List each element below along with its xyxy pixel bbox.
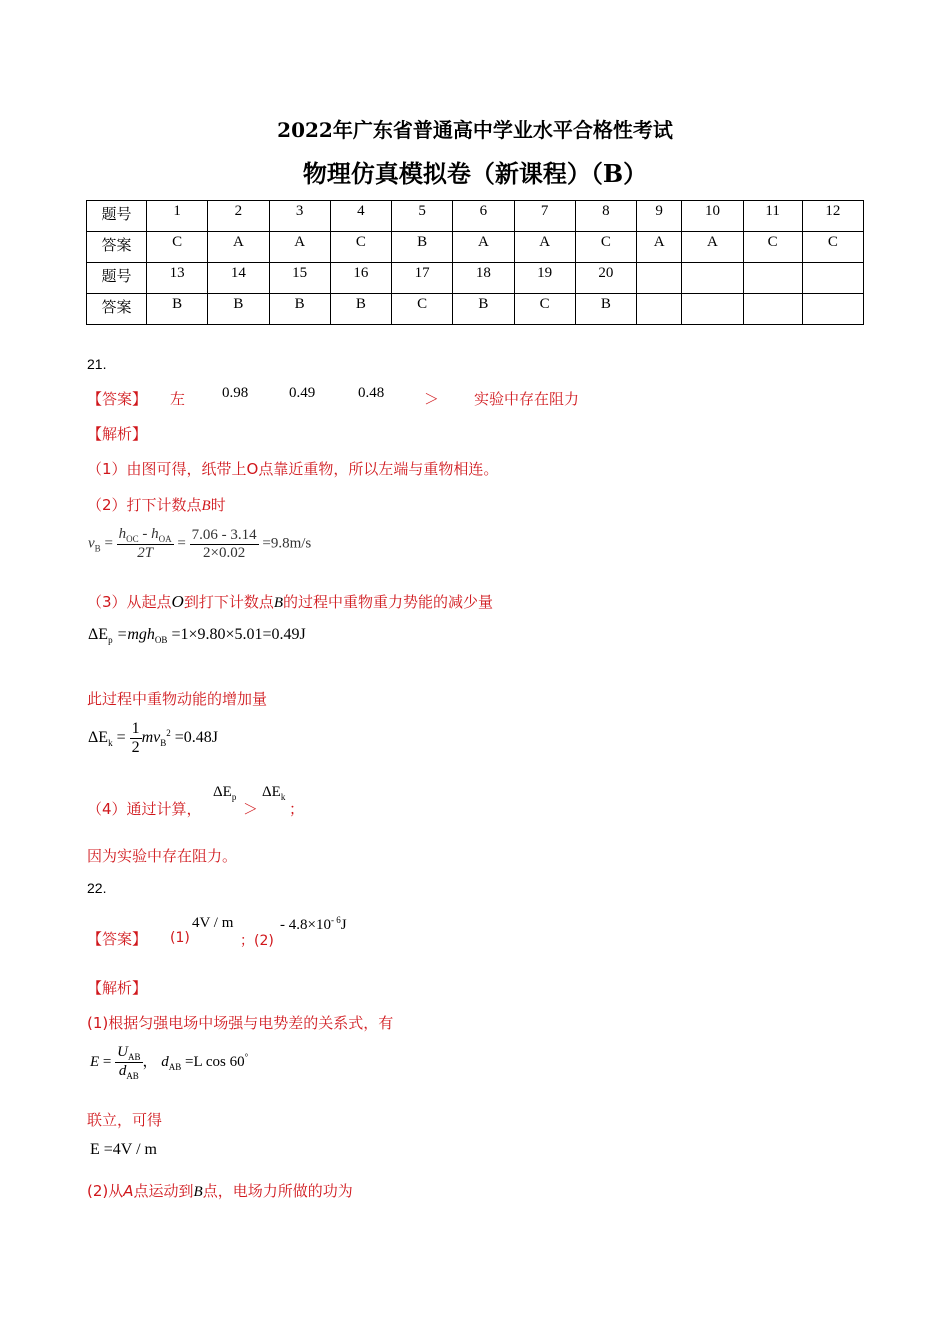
eq-subscript: AB bbox=[126, 1071, 139, 1081]
table-header-cell: 题号 bbox=[87, 263, 147, 294]
table-cell: 4 bbox=[330, 201, 391, 232]
eq-numerator: 7.06 - 3.14 bbox=[191, 526, 257, 543]
table-cell: 18 bbox=[453, 263, 514, 294]
table-cell: C bbox=[743, 232, 802, 263]
eq-fraction bbox=[130, 720, 142, 757]
table-cell bbox=[637, 263, 682, 294]
q22-answer-label-1: (1) bbox=[170, 930, 190, 946]
table-cell: 9 bbox=[637, 201, 682, 232]
q21-p3-text-a: （3）从起点 bbox=[87, 593, 172, 611]
eq-superscript: ° bbox=[244, 1051, 249, 1062]
table-cell: C bbox=[802, 232, 863, 263]
q21-answer-left: 左 bbox=[170, 390, 186, 408]
eq-operator: - bbox=[138, 526, 152, 542]
table-cell: 15 bbox=[269, 263, 330, 294]
table-row bbox=[87, 232, 864, 263]
q21-equation-vb: $v_B$ = $\frac{h_{OC} - h_{OA}}{2T}$ = $\frac{7.06 - 3.14}{2\times 0.02}$ =9.8m/s bbox=[88, 526, 312, 561]
q21-paragraph-3 bbox=[87, 591, 493, 612]
eq-fraction bbox=[117, 526, 174, 562]
q21-analysis-tag: 【解析】 bbox=[87, 425, 148, 443]
eq-symbol: d bbox=[118, 1063, 127, 1079]
q21-paragraph-1: （1）由图可得，纸带上O点靠近重物，所以左端与重物相连。 bbox=[87, 460, 499, 478]
q21-answer-value-2: 0.49 bbox=[289, 385, 316, 401]
eq-subscript: AB bbox=[127, 1052, 141, 1062]
table-cell bbox=[682, 263, 743, 294]
eq-denominator: 2 bbox=[131, 739, 140, 756]
q22-equation-e-result: E =4V / m bbox=[90, 1141, 157, 1158]
table-cell bbox=[743, 263, 802, 294]
q22-p3-text-a: (2)从 bbox=[87, 1182, 124, 1200]
table-cell bbox=[802, 263, 863, 294]
eq-unit: J bbox=[340, 917, 347, 933]
eq-symbol: ΔE bbox=[213, 784, 232, 800]
table-cell: B bbox=[269, 294, 330, 325]
table-cell: B bbox=[392, 232, 453, 263]
table-cell: 3 bbox=[269, 201, 330, 232]
q21-answer-reason: 实验中存在阻力 bbox=[474, 390, 580, 408]
eq-result: =1×9.80×5.01=0.49J bbox=[171, 626, 306, 643]
table-cell: A bbox=[208, 232, 269, 263]
eq-symbol: U bbox=[117, 1044, 128, 1060]
table-cell bbox=[637, 294, 682, 325]
q22-paragraph-3 bbox=[87, 1180, 353, 1201]
q22-answer-value-2 bbox=[280, 915, 347, 934]
table-cell: 11 bbox=[743, 201, 802, 232]
table-cell: C bbox=[392, 294, 453, 325]
eq-symbol: h bbox=[151, 526, 159, 542]
q22-p3-point-a: A bbox=[123, 1182, 134, 1200]
q22-paragraph-1: (1)根据匀强电场中场强与电势差的关系式，有 bbox=[87, 1014, 394, 1032]
eq-superscript: 2 bbox=[166, 728, 171, 739]
eq-symbol: v bbox=[88, 535, 95, 552]
eq-subscript: AB bbox=[168, 1061, 182, 1072]
eq-result: =0.48J bbox=[174, 729, 219, 747]
table-header-cell: 题号 bbox=[87, 201, 147, 232]
q21-p5-semicolon: ； bbox=[289, 800, 305, 818]
q21-equation-ep bbox=[88, 626, 306, 645]
table-cell: A bbox=[514, 232, 575, 263]
q21-equation-ek: $\Delta E_k$ = $\frac{1}{2}$ $mv_B^2 =0.48J$ bbox=[88, 720, 219, 756]
table-cell: 1 bbox=[147, 201, 208, 232]
question-22-number: 22. bbox=[87, 880, 107, 896]
table-cell: 8 bbox=[575, 201, 636, 232]
table-cell: C bbox=[514, 294, 575, 325]
q22-p3-text-c: 点运动到 bbox=[133, 1182, 194, 1200]
eq-expression: mv bbox=[141, 729, 161, 747]
q22-p3-text-e: 点，电场力所做的功为 bbox=[202, 1182, 353, 1200]
eq-subscript: p bbox=[108, 635, 113, 645]
q22-equation-e: E = $\frac{U_{AB}}{d_{AB}}$ ， $d_{AB} =L$ cos 60° bbox=[90, 1044, 249, 1081]
title-line-1: 2022年广东省普通高中学业水平合格性考试 bbox=[277, 118, 673, 142]
eq-subscript: p bbox=[231, 792, 237, 802]
table-cell: B bbox=[330, 294, 391, 325]
eq-fraction bbox=[115, 1044, 142, 1081]
table-row bbox=[87, 263, 864, 294]
eq-subscript: OB bbox=[154, 635, 168, 645]
table-cell: A bbox=[453, 232, 514, 263]
eq-fraction bbox=[190, 527, 259, 562]
table-cell bbox=[743, 294, 802, 325]
q21-p5-ep bbox=[213, 784, 236, 802]
eq-superscript: - 6 bbox=[330, 915, 341, 925]
table-cell: B bbox=[575, 294, 636, 325]
eq-subscript: k bbox=[280, 792, 286, 802]
q21-p3-text-c: 到打下计数点 bbox=[183, 593, 274, 611]
table-row bbox=[87, 201, 864, 232]
table-cell: 20 bbox=[575, 263, 636, 294]
table-header-cell: 答案 bbox=[87, 232, 147, 263]
eq-symbol: d bbox=[161, 1053, 169, 1070]
eq-subscript: k bbox=[108, 738, 113, 749]
eq-expression: =mgh bbox=[116, 626, 155, 643]
table-cell: A bbox=[269, 232, 330, 263]
eq-symbol: h bbox=[118, 526, 127, 542]
table-cell: 10 bbox=[682, 201, 743, 232]
q22-analysis-tag: 【解析】 bbox=[87, 979, 148, 997]
table-cell: A bbox=[637, 232, 682, 263]
eq-separator: ， bbox=[142, 1053, 158, 1070]
q21-p5-greater: ＞ bbox=[243, 800, 259, 818]
table-row bbox=[87, 294, 864, 325]
q22-answer-value-1: 4V / m bbox=[192, 915, 234, 931]
table-cell bbox=[682, 294, 743, 325]
eq-subscript: B bbox=[160, 738, 167, 749]
eq-expression: - 4.8×10 bbox=[280, 917, 331, 933]
eq-denominator: 2×0.02 bbox=[203, 544, 246, 561]
q22-paragraph-2: 联立，可得 bbox=[87, 1111, 163, 1129]
q21-p3-point-o: O bbox=[171, 592, 184, 611]
table-cell: 13 bbox=[147, 263, 208, 294]
table-cell: A bbox=[682, 232, 743, 263]
q21-p5-ek bbox=[262, 784, 285, 802]
table-cell: 12 bbox=[802, 201, 863, 232]
table-cell: B bbox=[147, 294, 208, 325]
table-cell: 19 bbox=[514, 263, 575, 294]
question-21-number: 21. bbox=[87, 356, 107, 372]
eq-result: =9.8m/s bbox=[262, 535, 312, 552]
table-cell: B bbox=[453, 294, 514, 325]
q21-paragraph-2 bbox=[87, 494, 226, 515]
q22-p3-point-b: B bbox=[193, 1184, 203, 1200]
q21-paragraph-4: 此过程中重物动能的增加量 bbox=[87, 690, 268, 708]
eq-symbol: E bbox=[90, 1053, 100, 1070]
q21-p2-point-b: B bbox=[201, 498, 211, 514]
eq-numerator: 1 bbox=[131, 720, 140, 737]
q21-p2-text-c: 时 bbox=[210, 496, 226, 514]
table-cell: 5 bbox=[392, 201, 453, 232]
q22-answer-tag: 【答案】 bbox=[87, 930, 148, 948]
table-cell: B bbox=[208, 294, 269, 325]
table-header-cell: 答案 bbox=[87, 294, 147, 325]
table-cell: 14 bbox=[208, 263, 269, 294]
table-cell: 17 bbox=[392, 263, 453, 294]
table-cell: C bbox=[147, 232, 208, 263]
table-cell: C bbox=[575, 232, 636, 263]
q21-answer-greater: ＞ bbox=[424, 390, 440, 408]
eq-subscript: B bbox=[94, 543, 101, 554]
q21-answer-value-3: 0.48 bbox=[358, 385, 385, 401]
eq-denominator: 2T bbox=[137, 545, 154, 561]
table-cell: 2 bbox=[208, 201, 269, 232]
q21-p3-point-b: B bbox=[273, 595, 284, 611]
title-line-2: 物理仿真模拟卷（新课程）（B） bbox=[302, 159, 648, 188]
table-cell: C bbox=[330, 232, 391, 263]
answer-table bbox=[86, 200, 864, 325]
table-cell: 6 bbox=[453, 201, 514, 232]
q22-answer-separator: ；(2) bbox=[240, 933, 274, 949]
q21-paragraph-6: 因为实验中存在阻力。 bbox=[87, 847, 238, 865]
table-cell: 7 bbox=[514, 201, 575, 232]
q21-p2-text-a: （2）打下计数点 bbox=[87, 496, 202, 514]
table-cell: 16 bbox=[330, 263, 391, 294]
table-cell bbox=[802, 294, 863, 325]
eq-symbol: ΔE bbox=[262, 784, 281, 800]
eq-subscript: OA bbox=[158, 534, 172, 544]
q21-p3-text-e: 的过程中重物重力势能的减少量 bbox=[283, 593, 494, 611]
eq-expression: =L cos 60 bbox=[185, 1053, 245, 1070]
eq-subscript: OC bbox=[126, 534, 139, 544]
q21-paragraph-5: （4）通过计算， bbox=[87, 800, 202, 818]
q21-answer-tag: 【答案】 bbox=[87, 390, 148, 408]
eq-symbol: ΔE bbox=[88, 729, 109, 747]
q21-answer-value-1: 0.98 bbox=[222, 385, 249, 401]
eq-symbol: ΔE bbox=[88, 626, 109, 643]
